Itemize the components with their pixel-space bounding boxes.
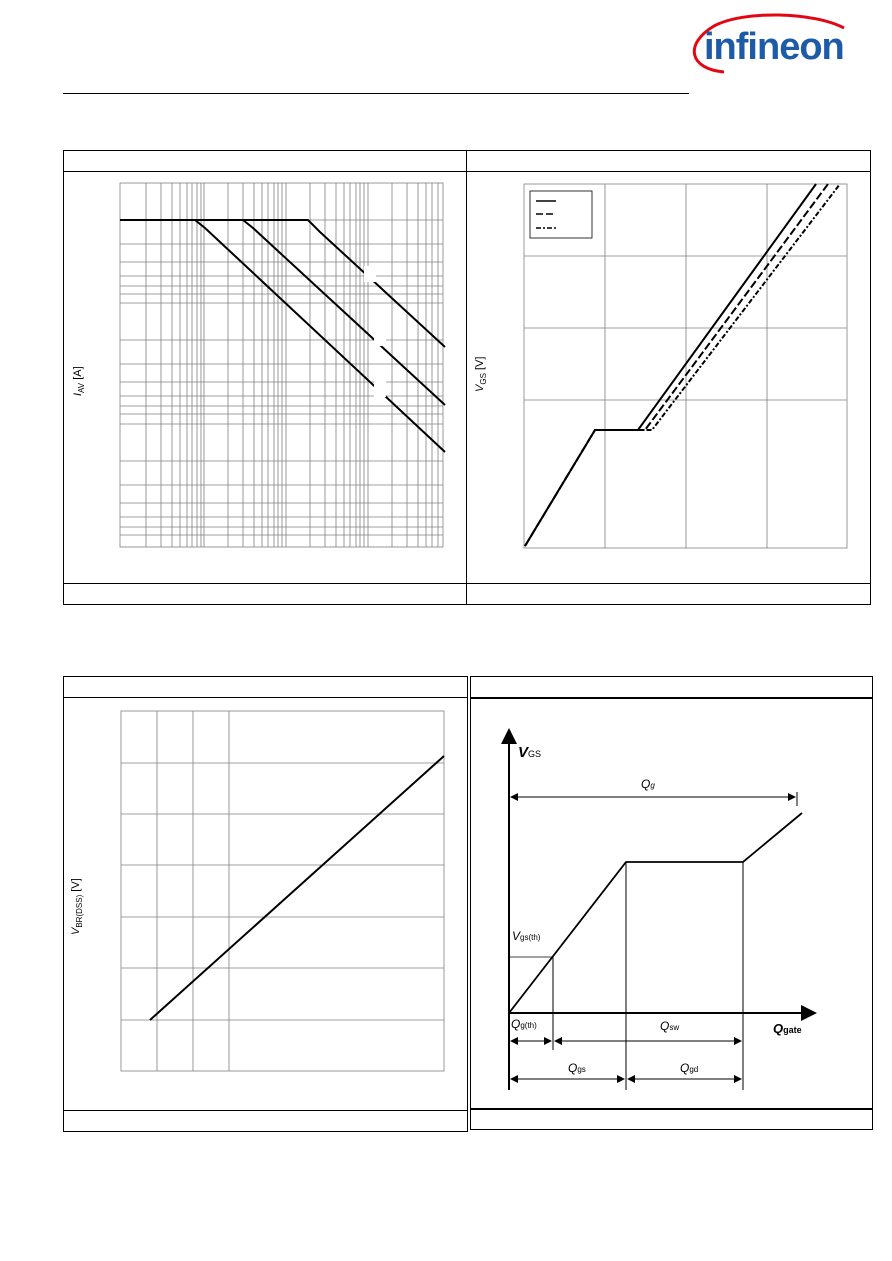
qg-label: Qg	[641, 777, 655, 791]
gate-charge-y-axis-label: $V_{GS}$ [V]	[474, 356, 489, 392]
breakdown-y-axis-label: $V_{BR(DSS)}$ [V]	[70, 878, 85, 935]
avalanche-y-axis-label: $I_{AV}$ [A]	[72, 366, 87, 396]
qgs-label: Qgs	[568, 1061, 586, 1075]
vgs-th-label: Vgs(th)	[512, 929, 541, 943]
vgs-label: VGS	[518, 744, 542, 761]
qgd-label: Qgd	[680, 1061, 699, 1075]
logo-text: infineon	[704, 26, 844, 68]
qgate-label: Qgate	[773, 1021, 802, 1036]
qsw-label: Qsw	[660, 1019, 680, 1033]
qg-th-label: Qg(th)	[511, 1017, 537, 1031]
